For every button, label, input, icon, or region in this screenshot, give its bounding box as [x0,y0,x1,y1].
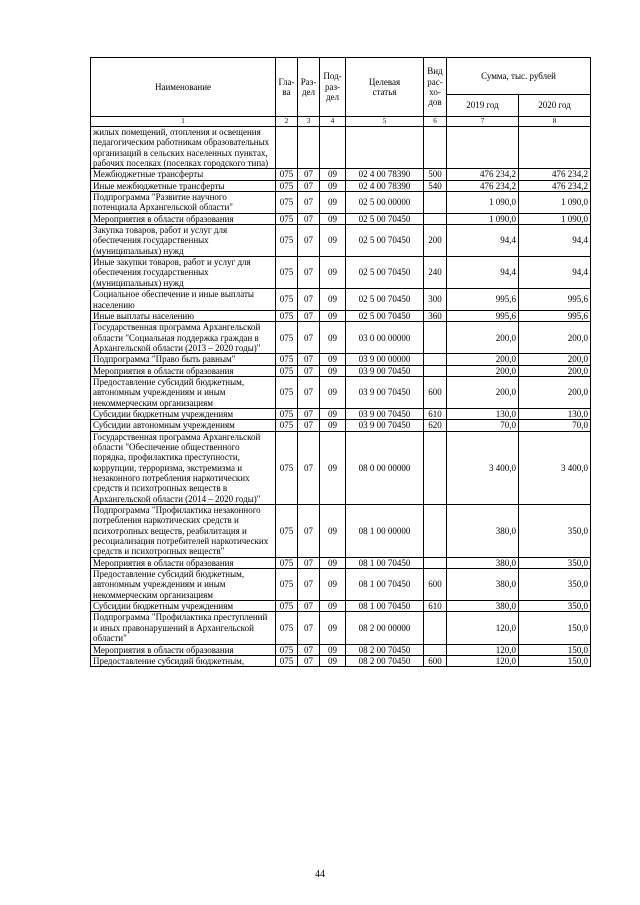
cell-sum-2019: 94,4 [447,257,519,289]
cell-name: Мероприятия в области образования [91,213,276,224]
table-row [91,505,591,558]
cell-expense-type: 540 [424,180,447,191]
header-sum: Сумма, тыс. рублей [447,58,591,95]
cell-sum-2020: 3 400,0 [519,431,591,504]
cell-sum-2019: 120,0 [447,612,519,644]
cell-podrazdel: 09 [320,557,346,568]
cell-target: 08 1 00 70450 [346,569,424,601]
cell-razdel: 07 [298,310,320,321]
cell-sum-2020: 995,6 [519,289,591,311]
table-row [91,169,591,180]
cell-sum-2019: 1 090,0 [447,192,519,214]
cell-glava: 075 [276,365,298,376]
column-number: 1 [91,117,276,127]
cell-glava: 075 [276,354,298,365]
cell-expense-type [424,505,447,558]
cell-podrazdel: 09 [320,569,346,601]
cell-razdel: 07 [298,322,320,354]
cell-podrazdel [320,127,346,169]
cell-name: Мероприятия в области образования [91,644,276,655]
cell-razdel: 07 [298,180,320,191]
cell-expense-type [424,644,447,655]
cell-name: Мероприятия в области образования [91,557,276,568]
cell-podrazdel: 09 [320,225,346,257]
column-number: 5 [346,117,424,127]
cell-sum-2019: 380,0 [447,569,519,601]
cell-podrazdel: 09 [320,655,346,666]
cell-sum-2019: 476 234,2 [447,180,519,191]
table-row [91,557,591,568]
table-row [91,192,591,214]
cell-sum-2019: 380,0 [447,601,519,612]
cell-target: 02 5 00 70450 [346,257,424,289]
cell-razdel: 07 [298,655,320,666]
cell-target: 08 1 00 00000 [346,505,424,558]
header-year-2019: 2019 год [447,95,519,117]
cell-expense-type [424,612,447,644]
table-row [91,601,591,612]
cell-sum-2020: 350,0 [519,569,591,601]
cell-podrazdel: 09 [320,376,346,408]
cell-razdel: 07 [298,192,320,214]
cell-expense-type: 610 [424,601,447,612]
cell-glava: 075 [276,225,298,257]
cell-target: 02 5 00 70450 [346,289,424,311]
cell-podrazdel: 09 [320,644,346,655]
table-row [91,431,591,504]
cell-name: Иные выплаты населению [91,310,276,321]
table-row [91,420,591,431]
cell-expense-type: 600 [424,569,447,601]
table-row [91,213,591,224]
cell-target [346,127,424,169]
cell-razdel: 07 [298,408,320,419]
cell-razdel: 07 [298,612,320,644]
header-year-2020: 2020 год [519,95,591,117]
cell-podrazdel: 09 [320,310,346,321]
cell-sum-2020: 476 234,2 [519,169,591,180]
cell-razdel: 07 [298,431,320,504]
cell-target: 03 9 00 70450 [346,376,424,408]
column-number: 6 [424,117,447,127]
cell-target: 03 9 00 70450 [346,408,424,419]
cell-expense-type [424,127,447,169]
cell-podrazdel: 09 [320,420,346,431]
header-expense-type: Вид рас- хо- дов [424,58,447,117]
cell-glava [276,127,298,169]
cell-razdel: 07 [298,169,320,180]
cell-glava: 075 [276,257,298,289]
cell-razdel: 07 [298,420,320,431]
cell-target: 03 9 00 00000 [346,354,424,365]
cell-razdel: 07 [298,354,320,365]
cell-name: Субсидии бюджетным учреждениям [91,408,276,419]
cell-name: Мероприятия в области образования [91,365,276,376]
cell-sum-2020: 200,0 [519,365,591,376]
cell-target: 02 4 00 78390 [346,169,424,180]
cell-sum-2019: 94,4 [447,225,519,257]
cell-name: жилых помещений, отопления и освещения педагогическим работникам образовательных организаций в сельских населенных пунктах, рабочих поселках (поселках городского типа) [91,127,276,169]
cell-razdel: 07 [298,601,320,612]
column-number: 8 [519,117,591,127]
cell-podrazdel: 09 [320,408,346,419]
cell-expense-type [424,354,447,365]
cell-expense-type: 500 [424,169,447,180]
cell-name: Иные межбюджетные трансферты [91,180,276,191]
cell-expense-type [424,557,447,568]
cell-razdel: 07 [298,644,320,655]
cell-razdel: 07 [298,505,320,558]
cell-glava: 075 [276,180,298,191]
cell-razdel: 07 [298,225,320,257]
table-row [91,257,591,289]
cell-target: 08 1 00 70450 [346,601,424,612]
cell-target: 02 5 00 70450 [346,225,424,257]
cell-sum-2020: 70,0 [519,420,591,431]
cell-sum-2020: 94,4 [519,257,591,289]
cell-target: 08 2 00 70450 [346,644,424,655]
cell-sum-2019: 995,6 [447,289,519,311]
cell-sum-2019 [447,127,519,169]
cell-podrazdel: 09 [320,354,346,365]
cell-sum-2019: 130,0 [447,408,519,419]
header-podrazdel: Под- раз- дел [320,58,346,117]
cell-target: 08 2 00 00000 [346,612,424,644]
cell-glava: 075 [276,557,298,568]
cell-podrazdel: 09 [320,180,346,191]
cell-glava: 075 [276,376,298,408]
column-number: 7 [447,117,519,127]
cell-expense-type: 300 [424,289,447,311]
cell-sum-2020: 476 234,2 [519,180,591,191]
table-row [91,644,591,655]
cell-name: Субсидии автономным учреждениям [91,420,276,431]
column-numbers-row [91,117,591,127]
cell-razdel: 07 [298,257,320,289]
cell-podrazdel: 09 [320,192,346,214]
cell-glava: 075 [276,612,298,644]
cell-podrazdel: 09 [320,289,346,311]
cell-podrazdel: 09 [320,213,346,224]
cell-podrazdel: 09 [320,431,346,504]
cell-podrazdel: 09 [320,169,346,180]
table-row [91,569,591,601]
cell-glava: 075 [276,505,298,558]
cell-razdel: 07 [298,289,320,311]
cell-expense-type: 610 [424,408,447,419]
cell-glava: 075 [276,169,298,180]
column-number: 2 [276,117,298,127]
header-glava: Гла- ва [276,58,298,117]
cell-glava: 075 [276,655,298,666]
cell-name: Закупка товаров, работ и услуг для обеспечения государственных (муниципальных) нужд [91,225,276,257]
cell-sum-2019: 995,6 [447,310,519,321]
cell-glava: 075 [276,289,298,311]
cell-glava: 075 [276,420,298,431]
table-row [91,612,591,644]
cell-podrazdel: 09 [320,612,346,644]
cell-expense-type: 620 [424,420,447,431]
cell-sum-2019: 200,0 [447,322,519,354]
cell-name: Подпрограмма "Профилактика преступлений и иных правонарушений в Архангельской области" [91,612,276,644]
cell-target: 08 1 00 70450 [346,557,424,568]
cell-expense-type [424,365,447,376]
cell-podrazdel: 09 [320,365,346,376]
cell-sum-2019: 476 234,2 [447,169,519,180]
cell-sum-2020: 1 090,0 [519,192,591,214]
cell-name: Подпрограмма "Право быть равным" [91,354,276,365]
cell-target: 02 5 00 70450 [346,310,424,321]
cell-glava: 075 [276,192,298,214]
cell-sum-2020: 94,4 [519,225,591,257]
cell-expense-type: 200 [424,225,447,257]
cell-name: Государственная программа Архангельской области "Социальная поддержка граждан в Архангельской области (2013 – 2020 годы)" [91,322,276,354]
header-target: Целевая статья [346,58,424,117]
table-row [91,310,591,321]
column-number: 3 [298,117,320,127]
cell-glava: 075 [276,601,298,612]
cell-expense-type: 600 [424,655,447,666]
cell-glava: 075 [276,310,298,321]
cell-expense-type: 600 [424,376,447,408]
cell-podrazdel: 09 [320,505,346,558]
cell-target: 08 0 00 00000 [346,431,424,504]
table-row [91,365,591,376]
table-row [91,408,591,419]
cell-expense-type: 240 [424,257,447,289]
table-body [91,127,591,667]
cell-target: 08 2 00 70450 [346,655,424,666]
cell-sum-2019: 200,0 [447,354,519,365]
cell-name: Иные закупки товаров, работ и услуг для обеспечения государственных (муниципальных) нужд [91,257,276,289]
table-row [91,354,591,365]
page-number: 44 [315,869,325,880]
cell-sum-2019: 380,0 [447,557,519,568]
cell-razdel: 07 [298,376,320,408]
table-row [91,289,591,311]
cell-sum-2019: 200,0 [447,376,519,408]
cell-expense-type [424,192,447,214]
table-row [91,376,591,408]
cell-sum-2020: 130,0 [519,408,591,419]
cell-glava: 075 [276,408,298,419]
header-name: Наименование [91,58,276,117]
table-row [91,655,591,666]
header-razdel: Раз- дел [298,58,320,117]
cell-sum-2020: 350,0 [519,557,591,568]
cell-sum-2019: 3 400,0 [447,431,519,504]
table-row [91,225,591,257]
cell-podrazdel: 09 [320,257,346,289]
cell-sum-2020: 150,0 [519,644,591,655]
cell-sum-2019: 1 090,0 [447,213,519,224]
cell-name: Предоставление субсидий бюджетным, автономным учреждениям и иным некоммерческим организациям [91,376,276,408]
cell-sum-2020: 1 090,0 [519,213,591,224]
cell-razdel: 07 [298,557,320,568]
cell-sum-2020: 200,0 [519,322,591,354]
cell-target: 02 5 00 70450 [346,213,424,224]
cell-sum-2020 [519,127,591,169]
cell-razdel: 07 [298,213,320,224]
table-row [91,127,591,169]
cell-name: Межбюджетные трансферты [91,169,276,180]
cell-name: Субсидии бюджетным учреждениям [91,601,276,612]
cell-glava: 075 [276,644,298,655]
cell-name: Предоставление субсидий бюджетным, автономным учреждениям и иным некоммерческим организациям [91,569,276,601]
cell-glava: 075 [276,322,298,354]
cell-name: Подпрограмма "Развитие научного потенциала Архангельской области" [91,192,276,214]
budget-table [90,57,591,667]
cell-expense-type [424,213,447,224]
cell-sum-2020: 350,0 [519,505,591,558]
column-number: 4 [320,117,346,127]
cell-sum-2020: 150,0 [519,612,591,644]
cell-sum-2020: 200,0 [519,376,591,408]
cell-name: Социальное обеспечение и иные выплаты населению [91,289,276,311]
cell-podrazdel: 09 [320,322,346,354]
cell-razdel: 07 [298,365,320,376]
cell-sum-2020: 995,6 [519,310,591,321]
cell-target: 02 4 00 78390 [346,180,424,191]
cell-name: Предоставление субсидий бюджетным, [91,655,276,666]
cell-sum-2019: 120,0 [447,655,519,666]
cell-sum-2020: 350,0 [519,601,591,612]
cell-sum-2019: 380,0 [447,505,519,558]
cell-target: 03 9 00 70450 [346,420,424,431]
cell-glava: 075 [276,431,298,504]
cell-sum-2020: 150,0 [519,655,591,666]
cell-sum-2020: 200,0 [519,354,591,365]
cell-name: Подпрограмма "Профилактика незаконного потребления наркотических средств и психотропных веществ, реабилитация и ресоциализация потребителей наркотических средств и психотропных веществ" [91,505,276,558]
cell-glava: 075 [276,213,298,224]
cell-razdel: 07 [298,569,320,601]
cell-razdel [298,127,320,169]
cell-expense-type [424,322,447,354]
cell-expense-type: 360 [424,310,447,321]
table-row [91,322,591,354]
cell-glava: 075 [276,569,298,601]
cell-target: 02 5 00 00000 [346,192,424,214]
cell-target: 03 0 00 00000 [346,322,424,354]
cell-expense-type [424,431,447,504]
cell-sum-2019: 200,0 [447,365,519,376]
cell-name: Государственная программа Архангельской области "Обеспечение общественного порядка, профилактика преступности, коррупции, терроризма, экстремизма и незаконного потребления наркотических средств и психотропных веществ в Архангельской области (2014 – 2020 годы)" [91,431,276,504]
table-row [91,180,591,191]
cell-sum-2019: 70,0 [447,420,519,431]
cell-target: 03 9 00 70450 [346,365,424,376]
cell-sum-2019: 120,0 [447,644,519,655]
cell-podrazdel: 09 [320,601,346,612]
